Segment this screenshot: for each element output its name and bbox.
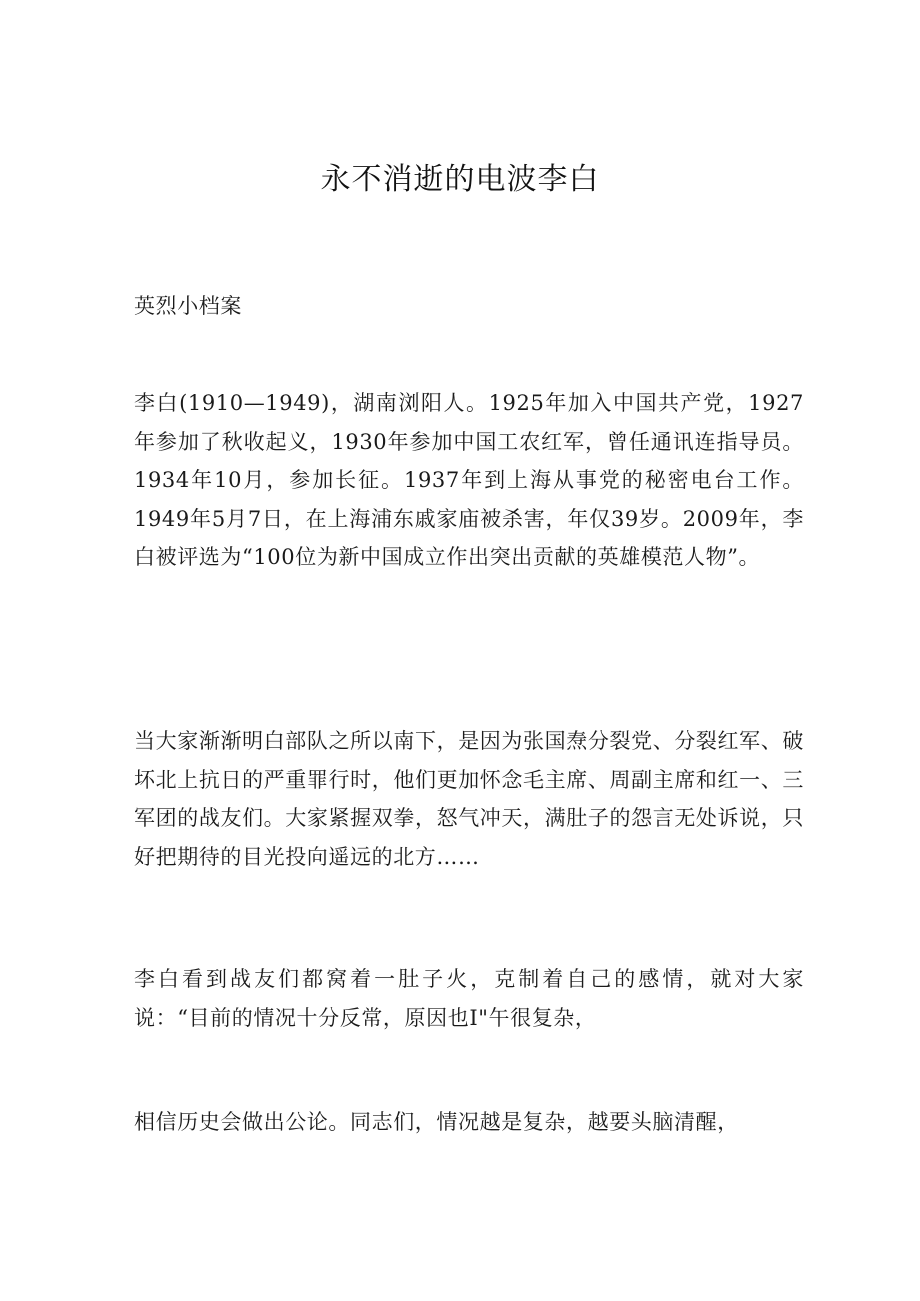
body-paragraph: 相信历史会做出公论。同志们，情况越是复杂，越要头脑清醒， xyxy=(134,1110,739,1134)
page-title: 永不消逝的电波李白 xyxy=(320,162,600,197)
body-paragraph: 李白看到战友们都窝着一肚子火，克制着自己的感情，就对大家说：“目前的情况十分反常，原因也I"午很复杂， xyxy=(134,967,804,1030)
body-paragraph: 当大家渐渐明白部队之所以南下，是因为张国焘分裂党、分裂红军、破坏北上抗日的严重罪行时，他们更加怀念毛主席、周副主席和红一、三军团的战友们。大家紧握双拳，怒气冲天，满肚子的怨言无处诉说，只好把期待的目光投向遥远的北方…… xyxy=(134,729,804,869)
biography-paragraph: 李白(1910—1949)，湖南浏阳人。1925年加入中国共产党，1927年参加了秋收起义，1930年参加中国工农红军，曾任通讯连指导员。1934年10月，参加长征。1937年到上海从事党的秘密电台工作。1949年5月7日，在上海浦东戚家庙被杀害，年仅39岁。2009年，李白被评选为“100位为新中国成立作出突出贡献的英雄模范人物”。 xyxy=(134,391,804,569)
section-heading: 英烈小档案 xyxy=(134,294,242,318)
